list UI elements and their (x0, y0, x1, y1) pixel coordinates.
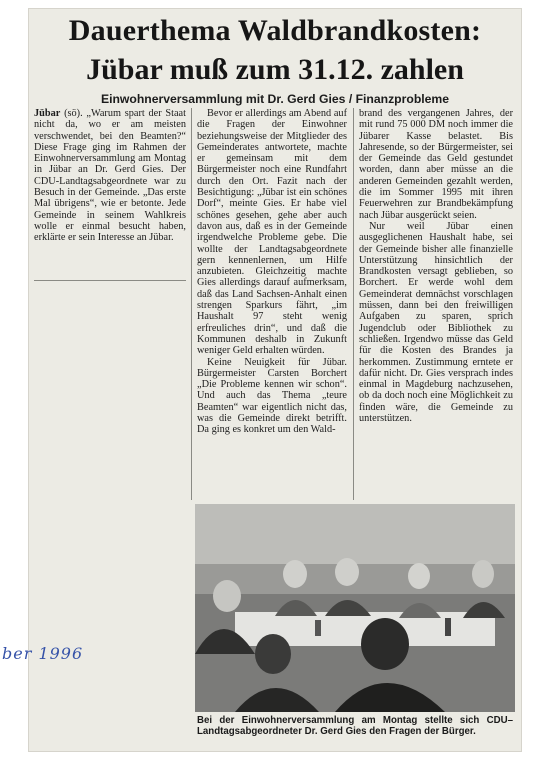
column-divider-1 (191, 108, 192, 500)
column-divider-2 (353, 108, 354, 500)
headline-line-1: Dauerthema Waldbrandkosten: (68, 14, 482, 47)
photo-caption: Bei der Einwohnerversammlung am Montag stellte sich CDU–Landtagsabgeordneter Dr. Gerd Gies den Fragen der Bürger. (197, 715, 513, 738)
column-2-paragraph-2: Keine Neuigkeit für Jübar. Bürgermeister Carsten Borchert „Die Probleme kennen wir schon“. Und auch das Thema „teure Beamten“ war eigentlich nicht das, was die Gemeinde direkt betrifft. Da ging es konkret um den Wald- (197, 356, 347, 436)
handwritten-date: ber 1996 (2, 644, 84, 663)
headline-line-2: Jübar muß zum 31.12. zahlen (86, 53, 464, 86)
article-column-3 (359, 108, 513, 424)
newspaper-clipping (28, 8, 522, 752)
article-column-2 (197, 108, 347, 436)
column-3-paragraph-1: brand des vergangenen Jahres, der mit rund 75 000 DM noch immer die Jübarer Kasse belastet. Bis Jahresende, so der Bürgermeister, sei der Gemeinde das Geld gestundet worden, dann aber müsse an die anderen Gemeinden gezahlt werden, die im Sommer 1995 mit ihren Feuerwehren zur Brandbekämpfung nach Jübar ausgerückt seien. (359, 108, 513, 221)
news-photo (195, 504, 515, 712)
column-1-lead-text: (sö). „Warum spart der Staat nicht da, wo er am meisten verschwendet, bei den Beamten?“ Diese Frage ging im Rahmen der Einwohnerversammlung am Montag in Jübar an Dr. Gerd Gies. Der CDU-Landtagsabgeordnete war zu Besuch in der Gemeinde. „Das erste Mal übrigens“, wie er betonte. Jede Gemeinde in seinem Wahlkreis wolle er einmal besucht haben, erklärte er sein Interesse an Jübar. (34, 108, 186, 244)
column-3-paragraph-2: Nur weil Jübar einen ausgeglichenen Haushalt habe, sei der Gemeinde bisher alle finanzielle Unterstützung hinsichtlich der Brandkosten versagt geblieben, so Borchert. Er werde wohl dem Gemeinderat demnächst vorschlagen müssen, dann bei den freiwilligen Aufgaben zu sparen, sprich Jugendclub oder Bibliothek zu schließen. Irgendwo müsse das Geld für die Kosten des Brandes ja herkommen. Zustimmung erntete er dafür nicht. Dr. Gies versprach indes einmal in Magdeburg nachzusehen, ob da doch noch eine Möglichkeit zu finden wäre, die Gemeinde zu unterstützen. (359, 220, 513, 425)
column-2-paragraph-1: Bevor er allerdings am Abend auf die Fragen der Einwohner beziehungsweise der Mitglieder des Gemeinderates antwortete, machte er gemeinsam mit dem Bürgermeister noch eine Rundfahrt durch den Ort. Fazit nach der Besichtigung: „Jübar ist ein schönes Dorf“, meinte Gies. Er habe viel schönes gesehen, gehe aber auch davon aus, daß es in der Gemeinde irgendwelche Probleme gebe. Die wollte der Landtagsabgeordnete gern kennenlernen, um Hilfe anzubieten. Gleichzeitig machte Gies allerdings darauf aufmerksam, daß das Land Sachsen-Anhalt einen strengen Sparkurs fährt, „im Haushalt 97 steht wenig erfreuliches drin“, und daß die Kommunen deshalb in Zukunft weniger Geld erhalten würden. (197, 108, 347, 357)
dateline: Jübar (34, 108, 61, 119)
subheadline: Einwohnerversammlung mit Dr. Gerd Gies / Finanzprobleme (100, 92, 450, 106)
article-column-1 (34, 108, 186, 244)
column-1-bottom-rule (34, 280, 186, 281)
meeting-photo-image (195, 504, 515, 712)
